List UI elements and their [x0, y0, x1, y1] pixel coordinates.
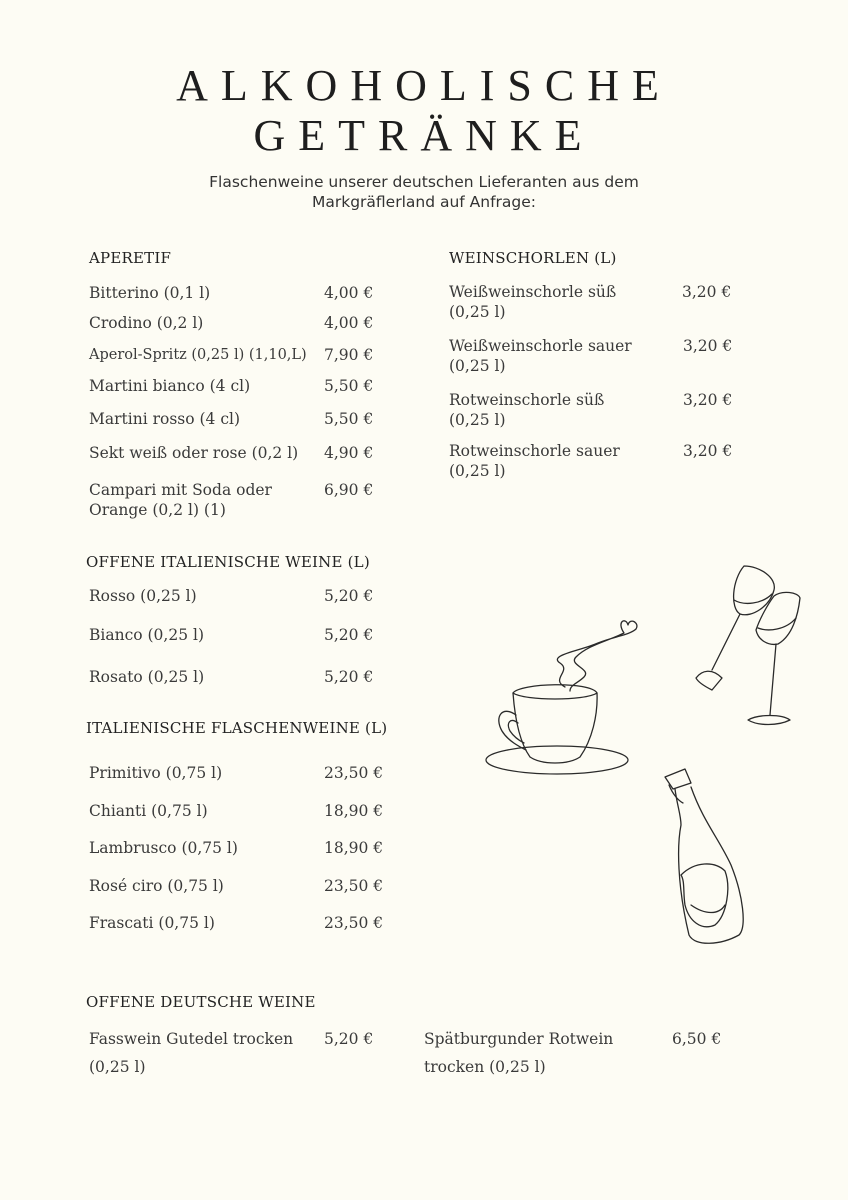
section-heading-offene-deutsche: OFFENE DEUTSCHE WEINE: [86, 993, 316, 1011]
section-heading-offene-italienische: OFFENE ITALIENISCHE WEINE (L): [86, 553, 370, 571]
item-name: Campari mit Soda oder Orange (0,2 l) (1): [89, 481, 272, 519]
page-title-line2: GETRÄNKE: [253, 111, 595, 160]
item-name: Rosso (0,25 l): [89, 587, 197, 605]
item-price: 6,90 €: [324, 481, 374, 499]
item-price: 4,00 €: [324, 314, 374, 332]
item-name: Aperol-Spritz (0,25 l) (1,10,L): [89, 347, 307, 363]
item-name: Bianco (0,25 l): [89, 626, 205, 644]
item-price: 5,20 €: [324, 626, 374, 644]
item-price: 5,50 €: [324, 410, 374, 428]
item-name: Primitivo (0,75 l): [89, 764, 223, 782]
item-price: 23,50 €: [324, 764, 384, 782]
item-price: 23,50 €: [324, 877, 384, 895]
item-name: Sekt weiß oder rose (0,2 l): [89, 444, 299, 462]
item-name: Rosé ciro (0,75 l): [89, 877, 224, 895]
item-name: Martini bianco (4 cl): [89, 377, 251, 395]
item-name: Rotweinschorle sauer (0,25 l): [449, 442, 620, 480]
item-price: 18,90 €: [324, 802, 384, 820]
item-price: 5,20 €: [324, 1030, 374, 1048]
item-name: Spätburgunder Rotwein trocken (0,25 l): [424, 1030, 614, 1076]
item-price: 5,20 €: [324, 587, 374, 605]
item-name: Rosato (0,25 l): [89, 668, 205, 686]
item-price: 5,20 €: [324, 668, 374, 686]
item-price: 4,00 €: [324, 284, 374, 302]
item-name: Chianti (0,75 l): [89, 802, 208, 820]
item-name: Lambrusco (0,75 l): [89, 839, 238, 857]
item-price: 3,20 €: [683, 391, 733, 409]
item-price: 7,90 €: [324, 346, 374, 364]
item-price: 18,90 €: [324, 839, 384, 857]
item-name: Frascati (0,75 l): [89, 914, 215, 932]
item-price: 5,50 €: [324, 377, 374, 395]
bottle-icon: [655, 765, 755, 955]
section-heading-aperitif: APERETIF: [89, 249, 172, 267]
item-name: Crodino (0,2 l): [89, 314, 204, 332]
item-price: 4,90 €: [324, 444, 374, 462]
section-heading-italienische-flaschen: ITALIENISCHE FLASCHENWEINE (L): [86, 719, 388, 737]
item-name: Weißweinschorle süß (0,25 l): [449, 283, 617, 321]
section-heading-weinschorlen: WEINSCHORLEN (L): [449, 249, 617, 267]
item-name: Weißweinschorle sauer (0,25 l): [449, 337, 632, 375]
item-price: 23,50 €: [324, 914, 384, 932]
item-name: Martini rosso (4 cl): [89, 410, 241, 428]
item-name: Rotweinschorle süß (0,25 l): [449, 391, 605, 429]
item-price: 3,20 €: [683, 442, 733, 460]
item-price: 3,20 €: [682, 283, 732, 301]
item-price: 6,50 €: [672, 1030, 722, 1048]
coffee-cup-icon: [480, 605, 640, 780]
wine-glasses-icon: [682, 560, 807, 730]
subtitle: Flaschenweine unserer deutschen Lieferanten aus dem Markgräflerland auf Anfrage:: [209, 173, 639, 211]
item-name: Bitterino (0,1 l): [89, 284, 211, 302]
item-price: 3,20 €: [683, 337, 733, 355]
item-name: Fasswein Gutedel trocken (0,25 l): [89, 1030, 294, 1076]
page-title-line1: ALKOHOLISCHE: [176, 61, 672, 110]
